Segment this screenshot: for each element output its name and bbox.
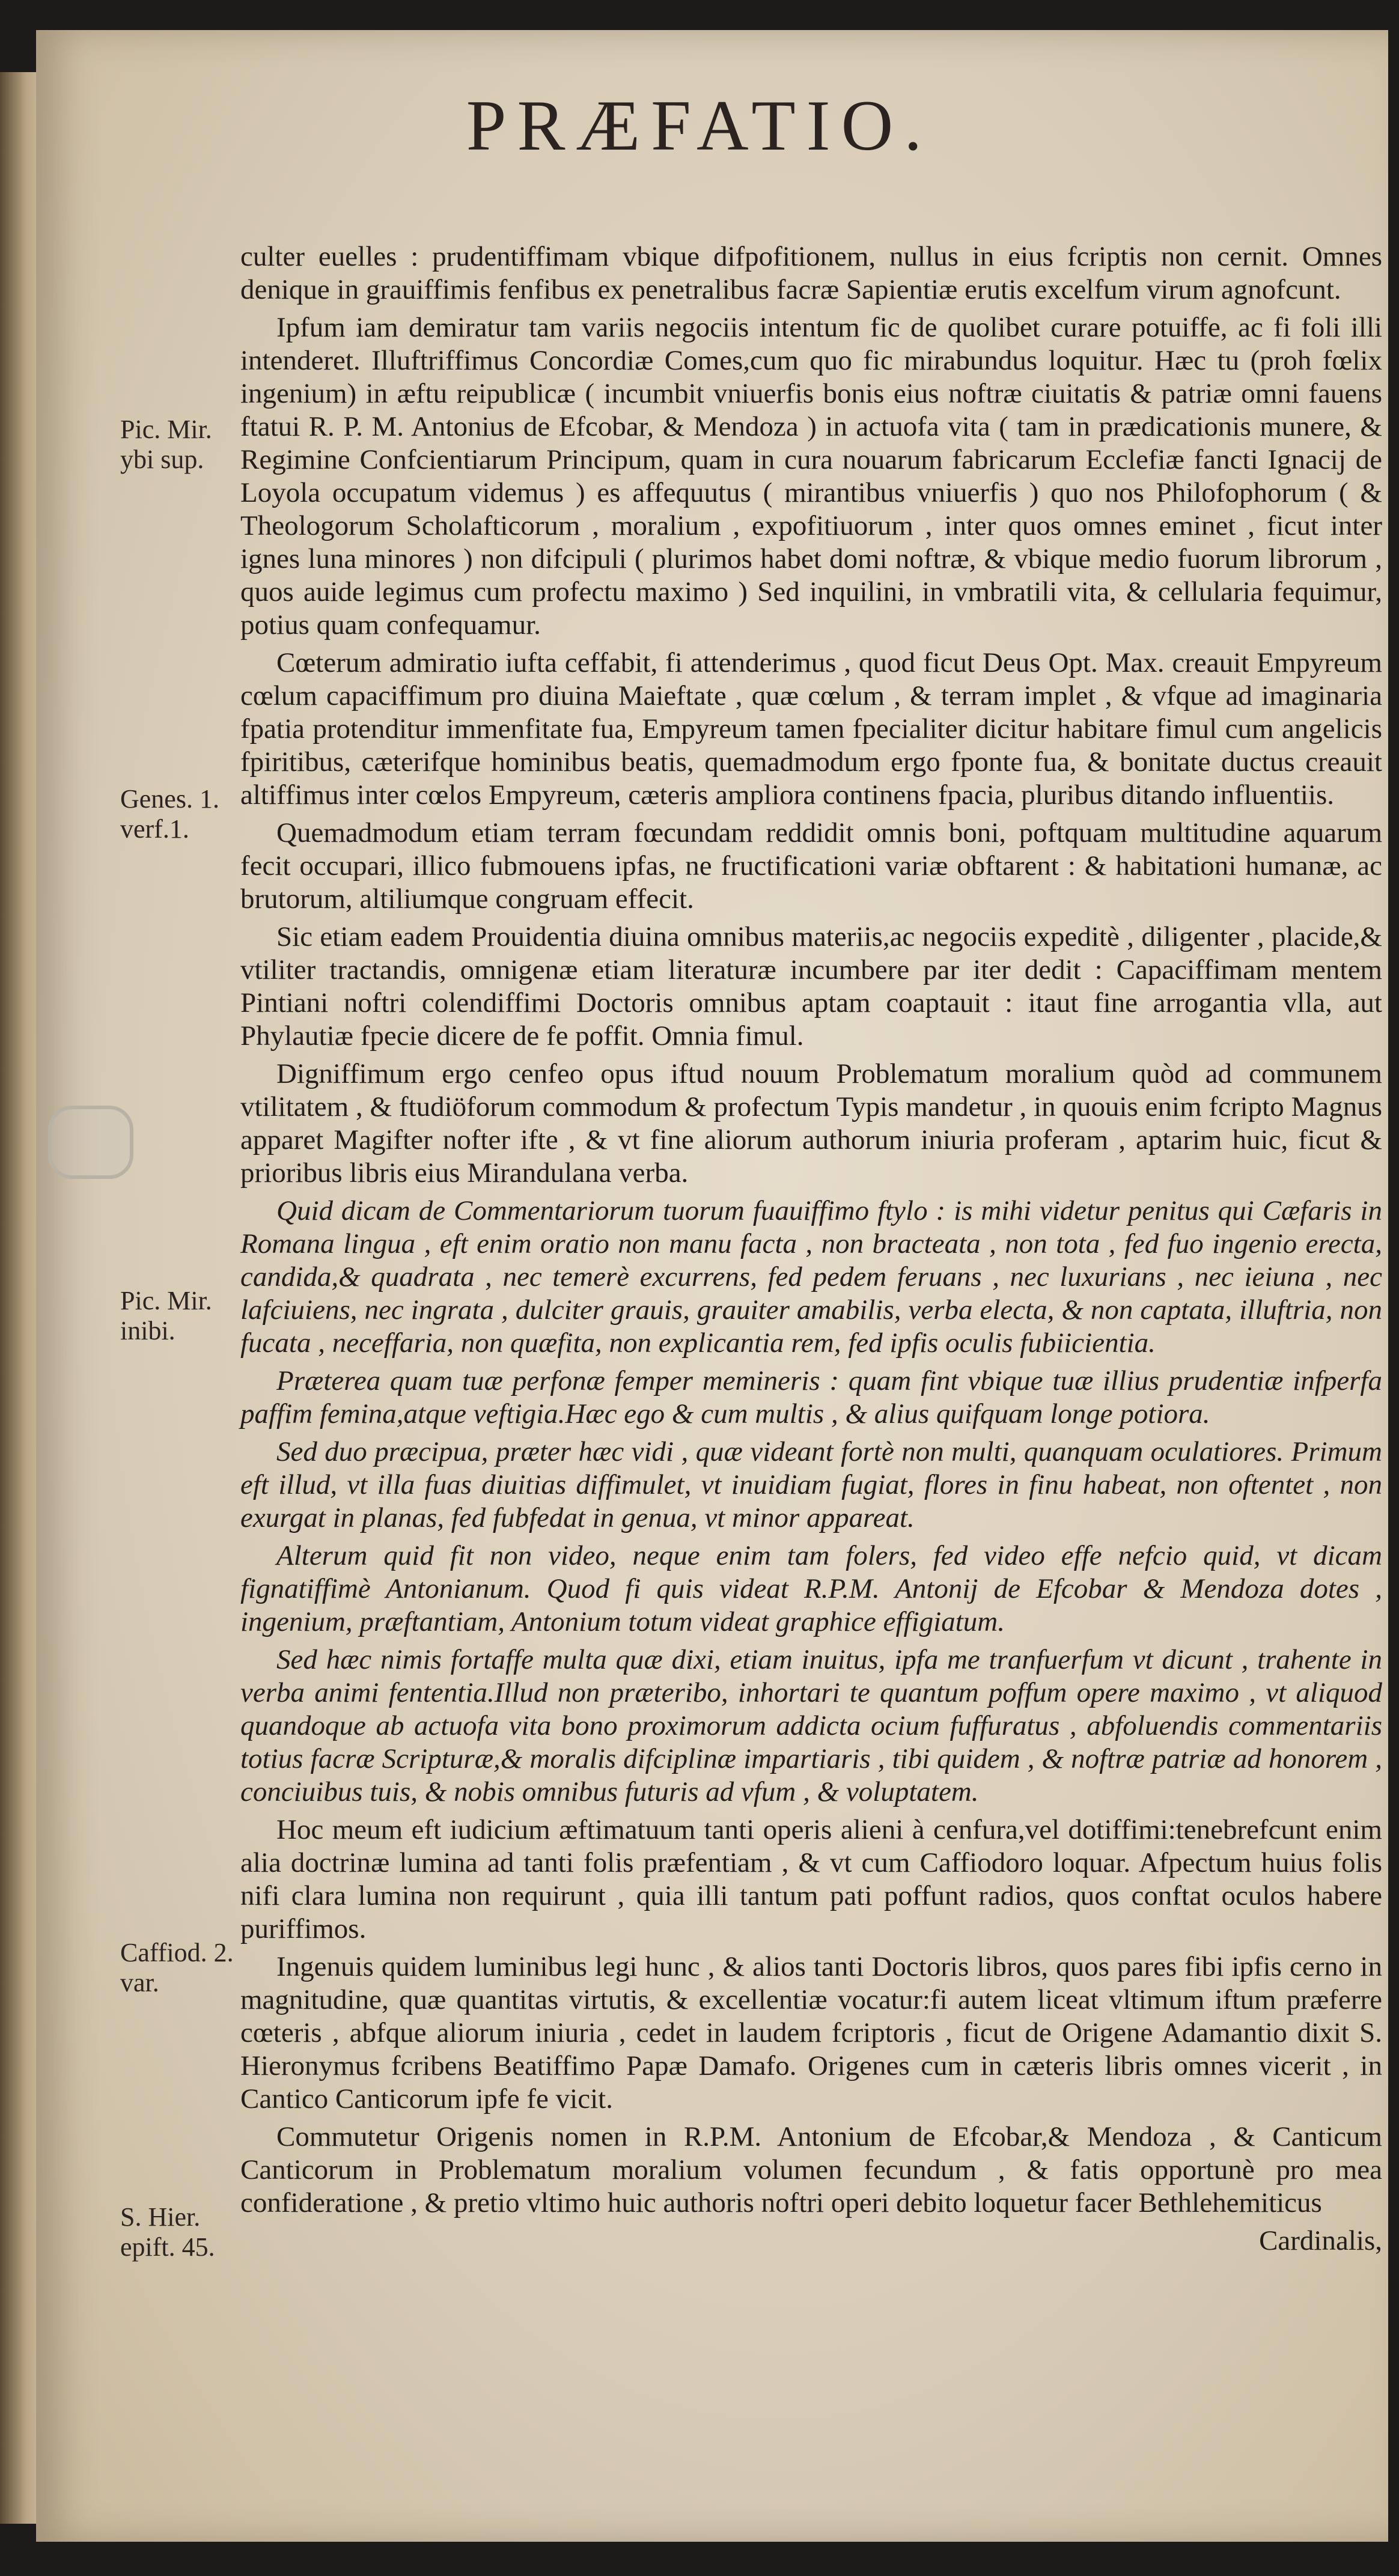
paragraph: Commutetur Origenis nomen in R.P.M. Antonium de Efcobar,& Mendoza , & Canticum Canticorum in Problematum moralium volumen fecundum , & fatis opportunè pro mea confideratione , & pretio vltimo huic authoris noftri operi debito loquetur facer Bethlehemiticus	[240, 2121, 1382, 2218]
margin-note: Genes. 1. verf.1.	[120, 784, 219, 844]
page-clip	[48, 1106, 133, 1179]
margin-note: Pic. Mir. inibi.	[120, 1286, 212, 1345]
catchword: Cardinalis,	[1259, 2225, 1382, 2256]
paragraph: Cœterum admiratio iufta ceffabit, fi attenderimus , quod ficut Deus Opt. Max. creauit Empyreum cœlum capaciffimum pro diuina Maieftate , quæ cœlum , & terram implet , & vfque ad imaginaria fpatia protenditur immenfitate fua, Empyreum tamen fpecialiter dicitur habitare fimul cum angelicis fpiritibus, cæterifque hominibus beatis, quemadmodum ergo fponte fua, & bonitate ductus creauit altiffimus inter cœlos Empyreum, cæteris ampliora continens fpacia, pluribus ditando influentiis.	[240, 647, 1382, 811]
paragraph: Sic etiam eadem Prouidentia diuina omnibus materiis,ac negociis expeditè , diligenter , placide,& vtiliter tractandis, omnigenæ etiam literaturæ incumbere par iter dedit : Capaciffimam mentem Pintiani noftri colendiffimi Doctoris omnibus aptam coaptauit : itaut fine arrogantia vlla, aut Phylautiæ fpecie dicere de fe poffit. Omnia fimul.	[240, 921, 1382, 1052]
quote-paragraph: Sed duo præcipua, præter hæc vidi , quæ videant fortè non multi, quanquam oculatiores. Primum eft illud, vt illa fuas diuitias diffimulet, vt inuidiam fugiat, flores in finu habeat, non oftentet , non exurgat in planas, fed fubfedat in genua, vt minor appareat.	[240, 1436, 1382, 1533]
paragraph: Ipfum iam demiratur tam variis negociis intentum fic de quolibet curare potuiffe, ac fi foli illi intenderet. Illuftriffimus Concordiæ Comes,cum quo fic mirabundus loquitur. Hæc tu (proh fœlix ingenium) in æftu reipublicæ ( incumbit vniuerfis bonis eius noftræ ciuitatis & patriæ omni fauens ftatui R. P. M. Antonius de Efcobar, & Mendoza ) in actuofa vita ( tam in prædicationis munere, & Regimine Confcientiarum Principum, quam in cura nouarum fabricarum Ecclefiæ fancti Ignacij de Loyola occupatum videmus ) es affequutus ( mirantibus vniuerfis ) quo nos Philofophorum ( & Theologorum Scholafticorum , moralium , expofitiuorum , inter quos omnes eminet , ficut inter ignes luna minores ) non difcipuli ( plurimos habet domi noftræ, & vbique medio fuorum librorum , quos auide legimus cum profectu maximo ) Sed inquilini, in vmbratili vita, & cellularia fequimur, potius quam confequamur.	[240, 312, 1382, 641]
quote-paragraph: Sed hæc nimis fortaffe multa quæ dixi, etiam inuitus, ipfa me tranfuerfum vt dicunt , trahente in verba animi fententia.Illud non præteribo, inhortari te quantum poffum opere maximo , vt aliquod quandoque ab actuofa vita bono proximorum addicta ocium fuffuratus , abfoluendis commentariis totius facræ Scripturæ,& moralis difciplinæ impartiaris , tibi quidem , & noftræ patriæ ad honorem , conciuibus tuis, & nobis omnibus futuris ad vfum , & voluptatem.	[240, 1644, 1382, 1807]
paragraph: Ingenuis quidem luminibus legi hunc , & alios tanti Doctoris libros, quos pares fibi ipfis cerno in magnitudine, quæ quantitas virtutis, & excellentiæ vocatur:fi autem liceat vltimum iftum præferre cœteris , abfque aliorum iniuria , cedet in laudem fcriptoris , ficut de Origene Adamantio dixit S. Hieronymus fcribens Beatiffimo Papæ Damafo. Origenes cum in cæteris libris omnes vicerit , in Cantico Canticorum ipfe fe vicit.	[240, 1951, 1382, 2115]
quote-paragraph: Alterum quid fit non video, neque enim tam folers, fed video effe nefcio quid, vt dicam fignatiffimè Antonianum. Quod fi quis videat R.P.M. Antonij de Efcobar & Mendoza dotes , ingenium, præftantiam, Antonium totum videat graphice effigiatum.	[240, 1540, 1382, 1637]
main-text	[240, 240, 1382, 2262]
quote-paragraph: Præterea quam tuæ perfonæ femper memineris : quam fint vbique tuæ illius prudentiæ infperfa paffim femina,atque veftigia.Hæc ego & cum multis , & alius quifquam longe potiora.	[240, 1365, 1382, 1430]
margin-note: S. Hier. epift. 45.	[120, 2202, 215, 2262]
paragraph: Quemadmodum etiam terram fœcundam reddidit omnis boni, poftquam multitudine aquarum fecit occupari, illico fubmouens ipfas, ne fructificationi variæ obftarent : & habitationi humanæ, ac brutorum, altiliumque congruam effecit.	[240, 817, 1382, 915]
margin-note: Pic. Mir. ybi sup.	[120, 415, 212, 474]
paragraph: Hoc meum eft iudicium æftimatuum tanti operis alieni à cenfura,vel dotiffimi:tenebrefcunt enim alia doctrinæ lumina ad tanti folis præfentiam , & vt cum Caffiodoro loquar. Afpectum huius folis nifi clara lumina non requirunt , quia illi tantum pati poffunt radios, quos conftat oculos habere puriffimos.	[240, 1814, 1382, 1944]
paragraph: Digniffimum ergo cenfeo opus iftud nouum Problematum moralium quòd ad communem vtilitatem , & ftudiöforum commodum & profectum Typis mandetur , in quouis enim fcripto Magnus apparet Magifter nofter ifte , & vt fine aliorum authorum iniuria proferam , aptarim huic, ficut & prioribus libris eius Mirandulana verba.	[240, 1058, 1382, 1189]
page-title: PRÆFATIO.	[466, 85, 933, 165]
paragraph: culter euelles : prudentiffimam vbique difpofitionem, nullus in eius fcriptis non cernit. Omnes denique in grauiffimis fenfibus ex penetralibus facræ Sapientiæ erutis excelfum virum agnofcunt.	[240, 241, 1382, 305]
margin-note: Caffiod. 2. var.	[120, 1938, 234, 1997]
quote-paragraph: Quid dicam de Commentariorum tuorum fuauiffimo ftylo : is mihi videtur penitus qui Cæfaris in Romana lingua , eft enim oratio non manu facta , non bracteata , non tota , fed fuo ingenio erecta, candida,& quadrata , nec temerè excurrens, fed pedem feruans , nec luxurians , nec ieiuna , nec lafciuiens, nec ingrata , dulciter grauis, grauiter amabilis, verba electa, & non captata, illuftria, non fucata , neceffaria, non quæfita, non explicantia rem, fed ipfis oculis fubiicientia.	[240, 1195, 1382, 1359]
